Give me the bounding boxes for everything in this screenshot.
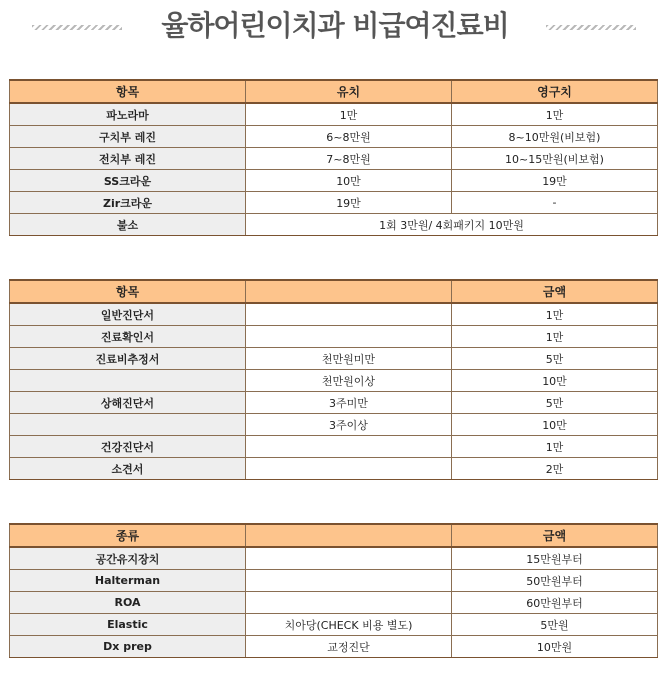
table-row (10, 458, 658, 480)
table-row (10, 592, 658, 614)
amount-cell: 5만원 (452, 614, 658, 636)
table-row (10, 192, 658, 214)
note-cell (246, 592, 452, 614)
page-title: 율하어린이치과 비급여진료비 (161, 9, 509, 42)
item-cell: Dx prep (10, 636, 246, 658)
table-row (10, 126, 658, 148)
column-header: 금액 (452, 280, 658, 303)
condition-cell (246, 326, 452, 348)
table-row (10, 348, 658, 370)
table-row (10, 214, 658, 236)
table-row (10, 414, 658, 436)
note-cell (246, 547, 452, 570)
value-cell: 19만 (246, 192, 452, 214)
table-row (10, 370, 658, 392)
amount-cell: 15만원부터 (452, 547, 658, 570)
column-header: 영구치 (452, 80, 658, 103)
table-row (10, 436, 658, 458)
amount-cell: 1만 (452, 436, 658, 458)
amount-cell: 5만 (452, 348, 658, 370)
item-cell: Elastic (10, 614, 246, 636)
condition-cell (246, 303, 452, 326)
amount-cell: 5만 (452, 392, 658, 414)
column-header (246, 524, 452, 547)
item-cell: Halterman (10, 570, 246, 592)
item-cell: 상해진단서 (10, 392, 246, 414)
value-cell: 1만 (452, 103, 658, 126)
item-cell (10, 414, 246, 436)
value-cell: 7~8만원 (246, 148, 452, 170)
item-cell: 공간유지장치 (10, 547, 246, 570)
item-cell: ROA (10, 592, 246, 614)
table-row (10, 303, 658, 326)
certificate-fee-table (9, 279, 658, 480)
item-cell: 진료비추정서 (10, 348, 246, 370)
value-cell: 8~10만원(비보험) (452, 126, 658, 148)
table-row (10, 392, 658, 414)
amount-cell: 1만 (452, 326, 658, 348)
title-decoration-left (32, 25, 122, 30)
value-cell: 10~15만원(비보험) (452, 148, 658, 170)
column-header: 유치 (246, 80, 452, 103)
column-header: 항목 (10, 280, 246, 303)
treatment-fee-table (9, 79, 658, 236)
table-row (10, 170, 658, 192)
column-header (246, 280, 452, 303)
column-header: 금액 (452, 524, 658, 547)
table-header-row (10, 524, 658, 547)
value-cell: 19만 (452, 170, 658, 192)
item-cell: 불소 (10, 214, 246, 236)
table-row (10, 326, 658, 348)
value-cell: 1만 (246, 103, 452, 126)
table-row (10, 547, 658, 570)
value-cell: - (452, 192, 658, 214)
amount-cell: 10만원 (452, 636, 658, 658)
amount-cell: 10만 (452, 414, 658, 436)
value-cell: 1회 3만원/ 4회패키지 10만원 (246, 214, 658, 236)
amount-cell: 1만 (452, 303, 658, 326)
note-cell: 치아당(CHECK 비용 별도) (246, 614, 452, 636)
amount-cell: 60만원부터 (452, 592, 658, 614)
table-row (10, 614, 658, 636)
item-cell: 건강진단서 (10, 436, 246, 458)
table-header-row (10, 280, 658, 303)
condition-cell: 천만원이상 (246, 370, 452, 392)
value-cell: 6~8만원 (246, 126, 452, 148)
table-row (10, 148, 658, 170)
note-cell: 교정진단 (246, 636, 452, 658)
condition-cell: 3주이상 (246, 414, 452, 436)
item-cell: Zir크라운 (10, 192, 246, 214)
note-cell (246, 570, 452, 592)
column-header: 항목 (10, 80, 246, 103)
item-cell: 구치부 레진 (10, 126, 246, 148)
condition-cell (246, 436, 452, 458)
item-cell: 일반진단서 (10, 303, 246, 326)
table-row (10, 103, 658, 126)
table-header-row (10, 80, 658, 103)
item-cell: SS크라운 (10, 170, 246, 192)
item-cell: 파노라마 (10, 103, 246, 126)
page-header (0, 0, 666, 48)
column-header: 종류 (10, 524, 246, 547)
amount-cell: 10만 (452, 370, 658, 392)
item-cell: 소견서 (10, 458, 246, 480)
condition-cell: 3주미만 (246, 392, 452, 414)
condition-cell: 천만원미만 (246, 348, 452, 370)
condition-cell (246, 458, 452, 480)
title-decoration-right (546, 25, 636, 30)
amount-cell: 2만 (452, 458, 658, 480)
table-row (10, 570, 658, 592)
amount-cell: 50만원부터 (452, 570, 658, 592)
value-cell: 10만 (246, 170, 452, 192)
table-row (10, 636, 658, 658)
appliance-fee-table (9, 523, 658, 658)
item-cell: 진료확인서 (10, 326, 246, 348)
item-cell (10, 370, 246, 392)
item-cell: 전치부 레진 (10, 148, 246, 170)
